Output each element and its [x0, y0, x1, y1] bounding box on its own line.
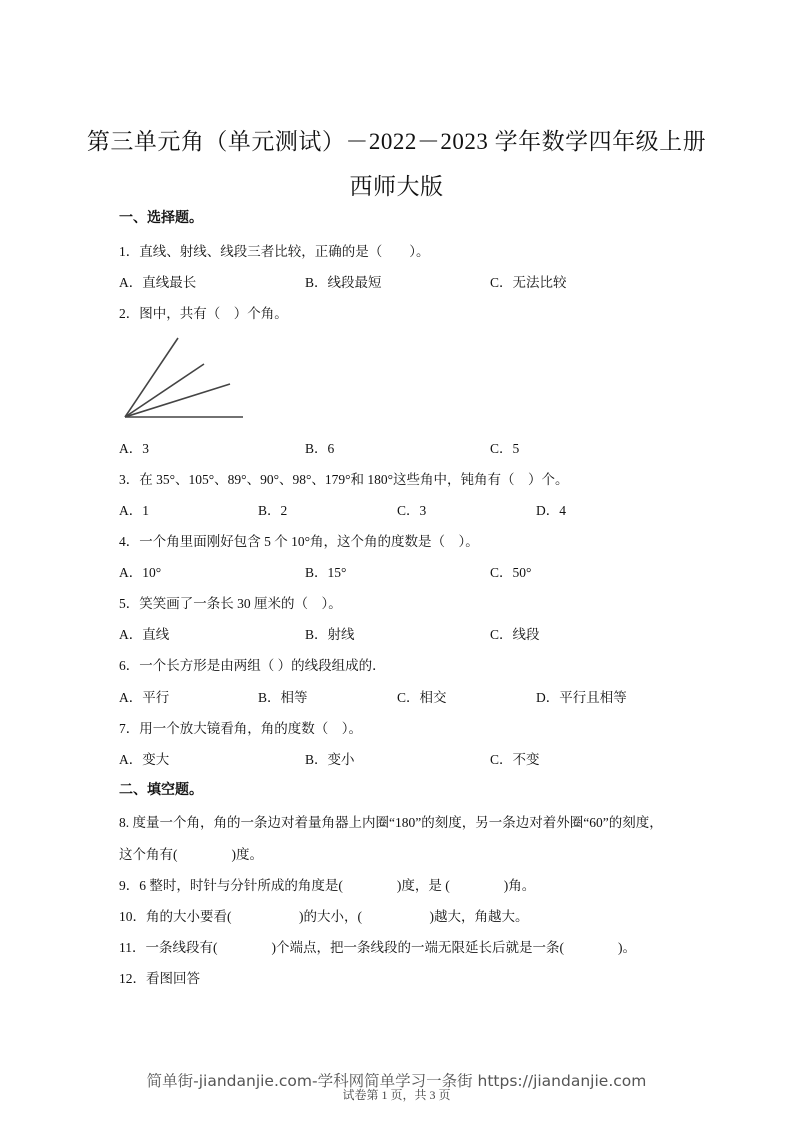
q7-option-c: C．不变 — [490, 752, 540, 767]
question-5: 5．笑笑画了一条长 30 厘米的（ ）。 — [119, 596, 342, 611]
question-8-line1: 8. 度量一个角，角的一条边对着量角器上内圈“180”的刻度，另一条边对着外圈“60”的刻度， — [119, 815, 663, 830]
document-title-line1: 第三单元角（单元测试）－2022－2023 学年数学四年级上册 — [86, 129, 707, 154]
q3-option-a: A．1 — [119, 503, 149, 518]
question-10: 10．角的大小要看( )的大小，( )越大，角越大。 — [119, 909, 529, 924]
question-11: 11．一条线段有( )个端点，把一条线段的一端无限延长后就是一条( )。 — [119, 940, 636, 955]
question-6: 6．一个长方形是由两组（ ）的线段组成的． — [119, 658, 386, 673]
section-heading-fill-in: 二、填空题。 — [119, 783, 203, 798]
question-8-line2: 这个角有( )度。 — [119, 847, 263, 862]
q6-option-d: D．平行且相等 — [536, 690, 627, 705]
question-2: 2．图中，共有（ ）个角。 — [119, 306, 288, 321]
question-12: 12．看图回答 — [119, 971, 200, 986]
q5-option-b: B．射线 — [305, 627, 355, 642]
question-3: 3．在 35°、105°、89°、90°、98°、179°和 180°这些角中，钝角有（ ）个。 — [119, 472, 569, 487]
angle-rays-figure — [118, 333, 248, 423]
q4-option-a: A．10° — [119, 565, 162, 580]
q6-option-a: A．平行 — [119, 690, 170, 705]
q1-option-b: B．线段最短 — [305, 275, 382, 290]
q6-option-b: B．相等 — [258, 690, 308, 705]
q5-option-a: A．直线 — [119, 627, 170, 642]
question-7: 7．用一个放大镜看角，角的度数（ ）。 — [119, 721, 362, 736]
q4-option-b: B．15° — [305, 565, 347, 580]
q2-option-a: A．3 — [119, 441, 149, 456]
q4-option-c: C．50° — [490, 565, 532, 580]
q5-option-c: C．线段 — [490, 627, 540, 642]
q1-option-a: A．直线最长 — [119, 275, 197, 290]
q7-option-b: B．变小 — [305, 752, 355, 767]
watermark-text: 简单街-jiandanjie.com-学科网简单学习一条街 https://jiandanjie.com — [146, 1072, 647, 1090]
question-1: 1．直线、射线、线段三者比较，正确的是（ ）。 — [119, 244, 430, 259]
q3-option-b: B．2 — [258, 503, 288, 518]
section-heading-choice: 一、选择题。 — [119, 211, 203, 226]
q2-option-c: C．5 — [490, 441, 520, 456]
q6-option-c: C．相交 — [397, 690, 447, 705]
question-9: 9．6 整时，时针与分针所成的角度是( )度，是 ( )角。 — [119, 878, 536, 893]
q3-option-c: C．3 — [397, 503, 427, 518]
q1-option-c: C．无法比较 — [490, 275, 567, 290]
q2-option-b: B．6 — [305, 441, 335, 456]
q3-option-d: D．4 — [536, 503, 566, 518]
question-4: 4．一个角里面刚好包含 5 个 10°角，这个角的度数是（ ）。 — [119, 534, 479, 549]
q7-option-a: A．变大 — [119, 752, 170, 767]
page-number: 试卷第 1 页，共 3 页 — [342, 1088, 451, 1102]
document-title-line2: 西师大版 — [349, 174, 444, 199]
